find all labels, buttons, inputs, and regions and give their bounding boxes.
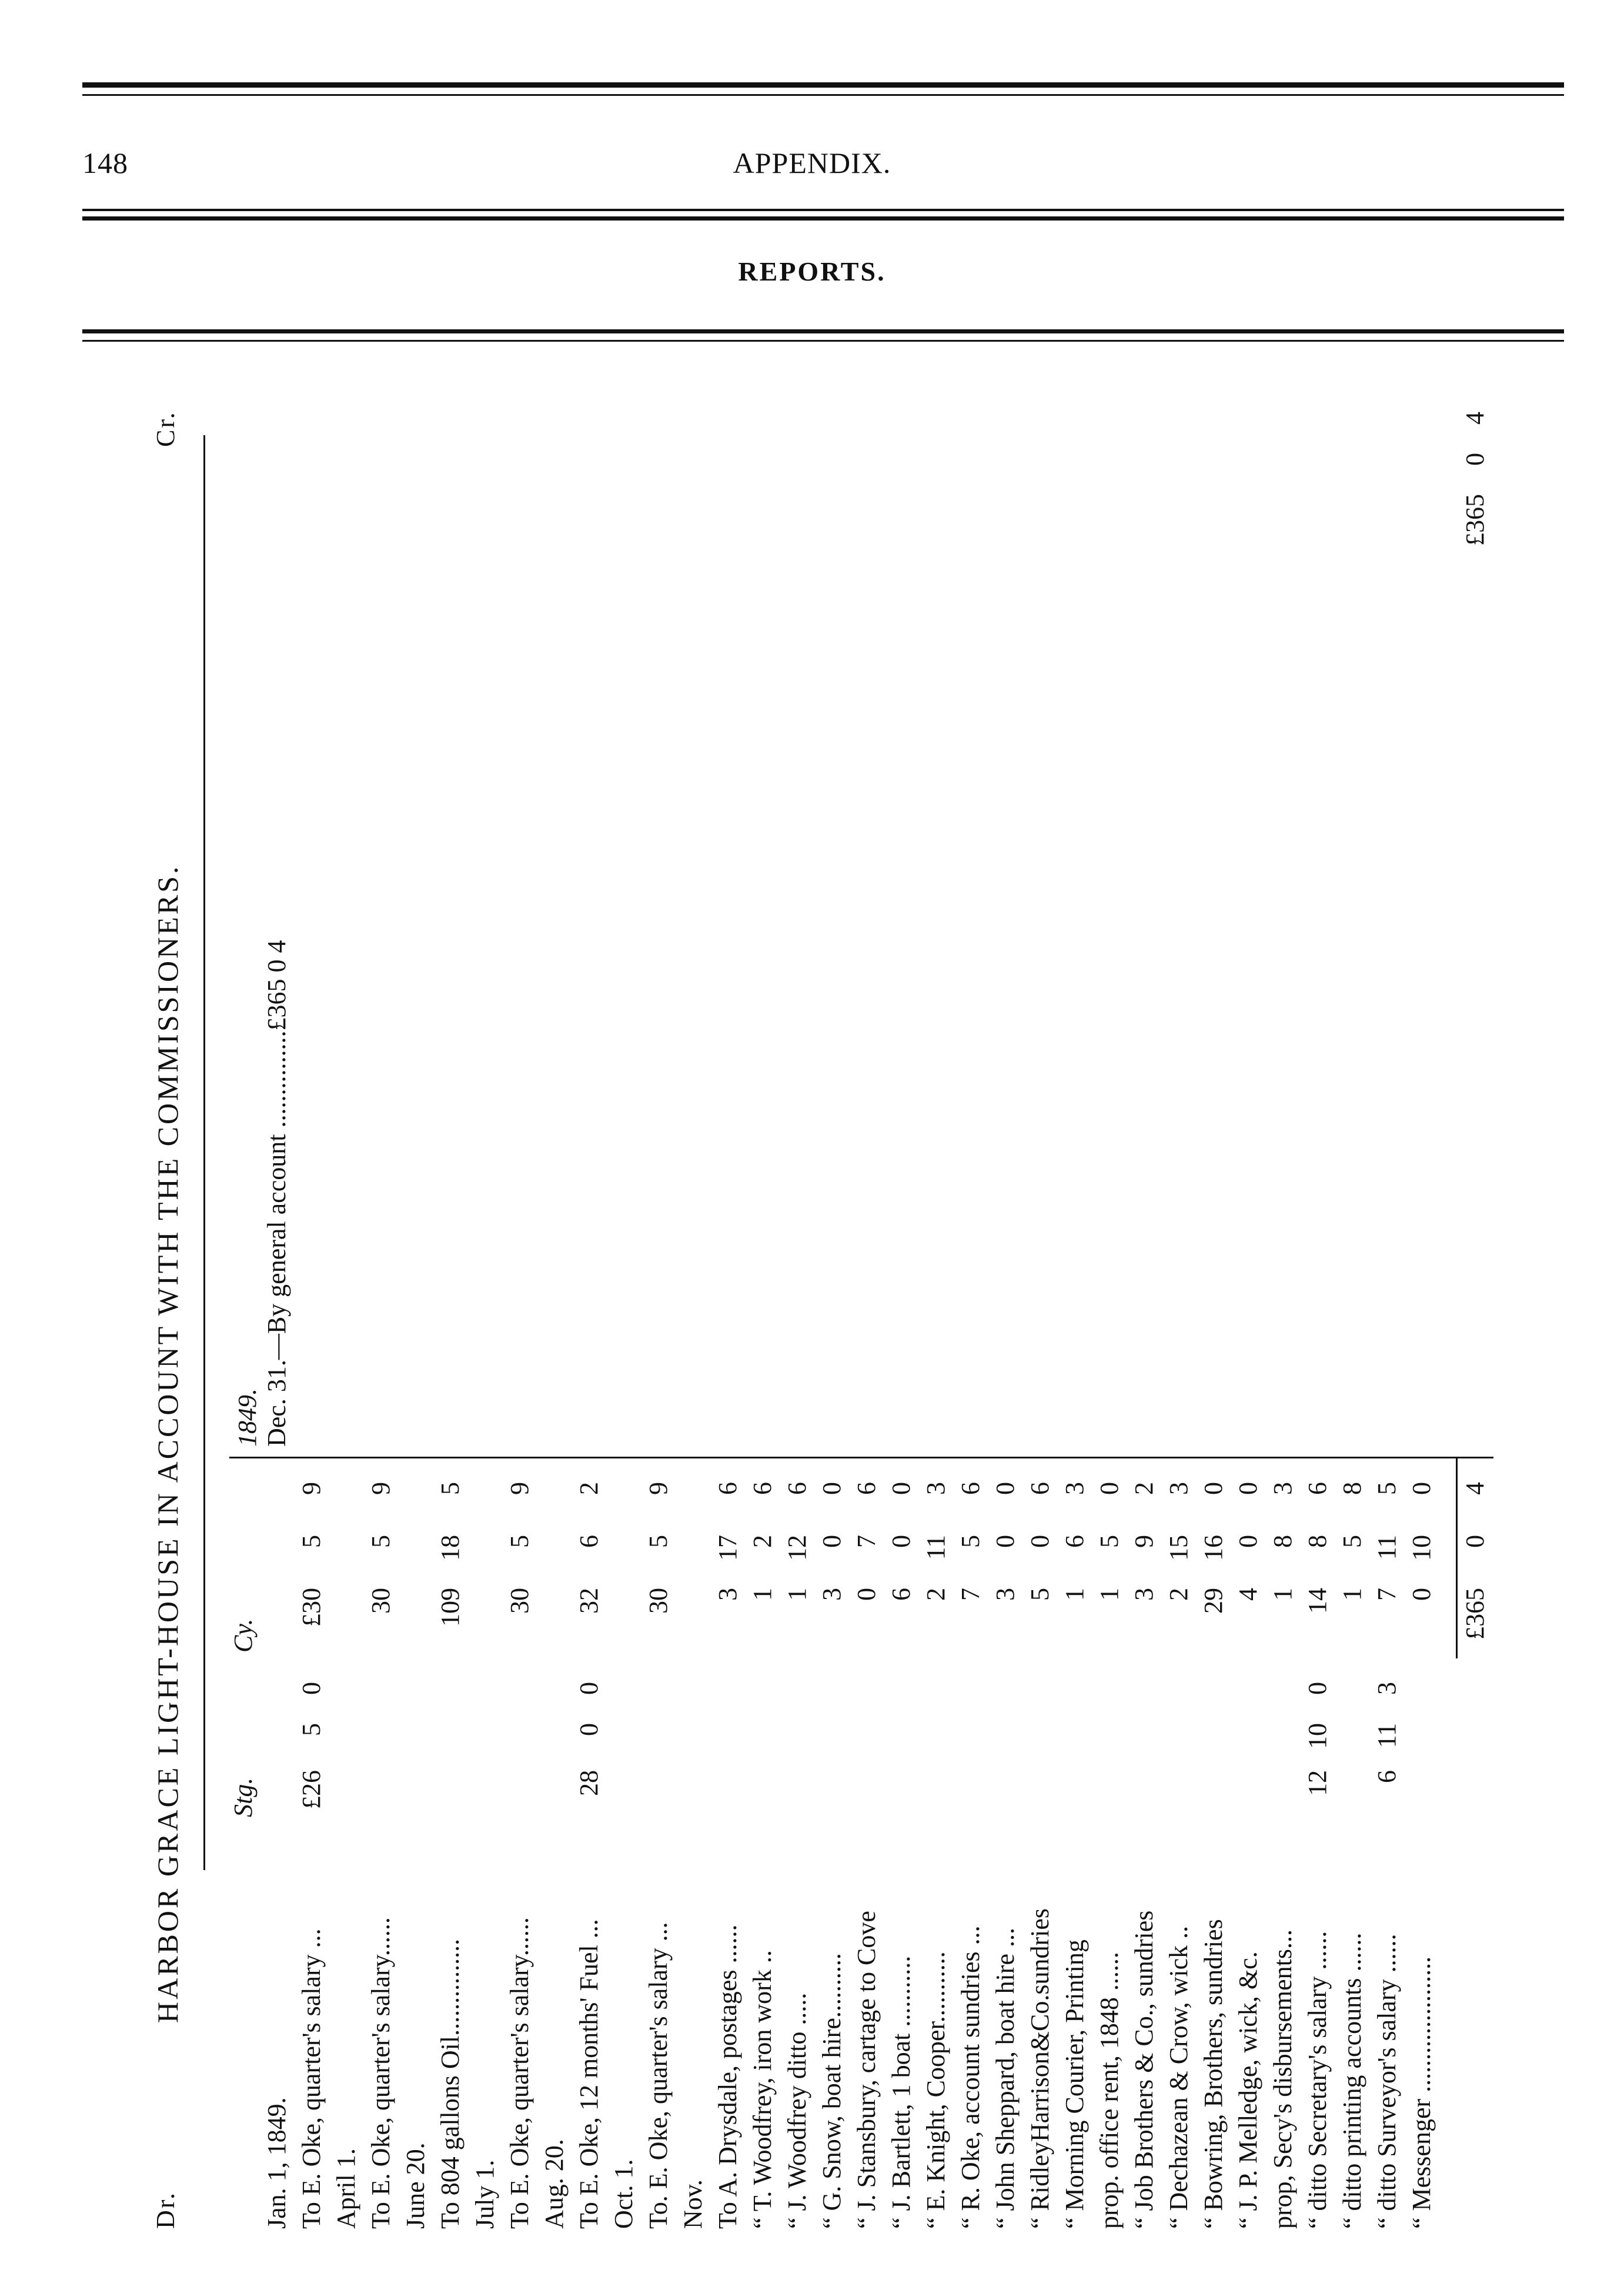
cy-amount: 0 xyxy=(991,1535,1020,1548)
entry-description: “ Morning Courier, Printing xyxy=(1060,1940,1089,2229)
entry-description: To A. Drysdale, postages ...... xyxy=(713,1924,742,2229)
cy-amount: 3 xyxy=(817,1588,846,1601)
cy-amount: 6 xyxy=(1060,1535,1089,1548)
cy-amount: 16 xyxy=(1199,1535,1228,1561)
entry-description: “ Bowring, Brothers, sundries xyxy=(1199,1919,1228,2229)
cy-amount: 5 xyxy=(1025,1588,1054,1601)
header-rule-upper xyxy=(82,209,1564,211)
cy-amount: 18 xyxy=(436,1535,465,1561)
cy-amount: 32 xyxy=(574,1588,603,1614)
stg-amount: £26 xyxy=(297,1770,326,1809)
entry-description: “ Job Brothers & Co., sundries xyxy=(1130,1910,1158,2229)
cy-amount: 5 xyxy=(505,1535,534,1548)
cy-amount: 7 xyxy=(1372,1588,1401,1601)
cy-amount: 2 xyxy=(574,1482,603,1495)
cy-amount: 0 xyxy=(887,1482,915,1495)
entry-description: To E. Oke, quarter's salary...... xyxy=(366,1917,395,2229)
entry-description: “ J. Stansbury, cartage to Cove xyxy=(852,1911,881,2229)
debit-total-shillings: 0 xyxy=(1461,1535,1489,1548)
cy-amount: 8 xyxy=(1303,1535,1332,1548)
cy-amount: 2 xyxy=(1130,1482,1158,1495)
cy-amount: 3 xyxy=(1268,1482,1297,1495)
stg-amount: 0 xyxy=(574,1682,603,1695)
cy-amount: 0 xyxy=(817,1535,846,1548)
entry-description: Aug. 20. xyxy=(540,2139,569,2229)
credit-year: 1849. xyxy=(233,1388,262,1447)
cy-amount: 9 xyxy=(297,1482,326,1495)
cy-amount: 0 xyxy=(1199,1482,1228,1495)
cy-amount: 5 xyxy=(436,1482,465,1495)
stg-amount: 10 xyxy=(1303,1723,1332,1749)
cy-amount: 0 xyxy=(1025,1535,1054,1548)
entry-description: Nov. xyxy=(679,2179,707,2229)
cy-amount: £30 xyxy=(297,1588,326,1627)
entry-description: To E. Oke, quarter's salary ... xyxy=(297,1928,326,2229)
cy-amount: 0 xyxy=(817,1482,846,1495)
entry-description: “ T. Woodfrey, iron work .. xyxy=(748,1950,777,2229)
stg-amount: 12 xyxy=(1303,1770,1332,1796)
cy-amount: 3 xyxy=(1060,1482,1089,1495)
section-rule-upper xyxy=(82,329,1564,333)
cy-amount: 30 xyxy=(505,1588,534,1614)
section-rule-lower xyxy=(82,340,1564,342)
cy-amount: 3 xyxy=(1164,1482,1193,1495)
cy-amount: 17 xyxy=(713,1535,742,1561)
stg-amount: 11 xyxy=(1372,1723,1401,1748)
cy-amount: 0 xyxy=(1234,1482,1262,1495)
entry-description: Oct. 1. xyxy=(609,2159,638,2229)
entry-description: “ G. Snow, boat hire.......... xyxy=(817,1953,846,2229)
cy-amount: 8 xyxy=(1338,1482,1366,1495)
entry-description: To. E. Oke, quarter's salary ... xyxy=(644,1922,673,2229)
cy-amount: 0 xyxy=(852,1588,881,1601)
entry-description: To E. Oke, quarter's salary...... xyxy=(505,1917,534,2229)
stg-amount: 0 xyxy=(1303,1682,1332,1695)
cy-amount: 10 xyxy=(1407,1535,1436,1561)
cy-amount: 30 xyxy=(366,1588,395,1614)
stg-amount: 6 xyxy=(1372,1770,1401,1783)
cy-amount: 3 xyxy=(1130,1588,1158,1601)
cy-amount: 0 xyxy=(1407,1482,1436,1495)
credit-entry: Dec. 31.—By general account ...............£365 0 4 xyxy=(262,940,291,1447)
entry-description: “ ditto Surveyor's salary ...... xyxy=(1372,1934,1401,2229)
cy-amount: 4 xyxy=(1234,1588,1262,1601)
entry-description: “ Dechazean & Crow, wick .. xyxy=(1164,1925,1193,2229)
cy-amount: 6 xyxy=(1025,1482,1054,1495)
cy-amount: 0 xyxy=(991,1482,1020,1495)
stg-amount: 28 xyxy=(574,1770,603,1796)
cy-amount: 12 xyxy=(783,1535,811,1561)
account-title: HARBOR GRACE LIGHT-HOUSE IN ACCOUNT WITH THE COMMISSIONERS. xyxy=(151,864,184,2023)
cy-amount: 1 xyxy=(783,1588,811,1601)
top-rule-thin xyxy=(82,94,1564,96)
cy-amount: 6 xyxy=(713,1482,742,1495)
section-heading: REPORTS. xyxy=(738,256,886,286)
cy-amount: 0 xyxy=(887,1535,915,1548)
cy-amount: 6 xyxy=(783,1482,811,1495)
cy-amount: 14 xyxy=(1303,1588,1332,1614)
entry-description: Jan. 1, 1849. xyxy=(262,2097,291,2229)
cy-amount: 109 xyxy=(436,1588,465,1627)
cy-amount: 0 xyxy=(1095,1482,1124,1495)
cy-amount: 29 xyxy=(1199,1588,1228,1614)
cy-amount: 2 xyxy=(921,1588,950,1601)
account-table xyxy=(147,365,1488,2246)
credit-label: Cr. xyxy=(151,410,180,447)
cy-amount: 1 xyxy=(748,1588,777,1601)
cy-amount: 5 xyxy=(956,1535,985,1548)
cy-amount: 6 xyxy=(852,1482,881,1495)
cy-amount: 1 xyxy=(1060,1588,1089,1601)
title-underline xyxy=(203,435,205,1870)
stg-amount: 3 xyxy=(1372,1682,1401,1695)
entry-description: “ J. Woodfrey ditto ..... xyxy=(783,1992,811,2229)
entry-description: To 804 gallons Oil............... xyxy=(436,1938,465,2229)
entry-description: To E. Oke, 12 months' Fuel ... xyxy=(574,1919,603,2229)
entry-description: April 1. xyxy=(332,2148,360,2229)
entry-description: “ E. Knight, Cooper........... xyxy=(921,1951,950,2229)
top-rule-thick xyxy=(82,82,1564,88)
debit-total-pence: 4 xyxy=(1461,1482,1489,1495)
header-rule-lower xyxy=(82,216,1564,221)
cy-amount: 5 xyxy=(644,1535,673,1548)
entry-description: July 1. xyxy=(470,2159,499,2229)
stg-amount: 0 xyxy=(297,1682,326,1695)
cy-amount: 6 xyxy=(748,1482,777,1495)
cy-amount: 3 xyxy=(921,1482,950,1495)
cy-amount: 9 xyxy=(505,1482,534,1495)
cy-amount: 5 xyxy=(297,1535,326,1548)
stg-amount: 0 xyxy=(574,1723,603,1736)
cy-amount: 6 xyxy=(574,1535,603,1548)
stg-amount: 5 xyxy=(297,1723,326,1736)
cy-amount: 3 xyxy=(991,1588,1020,1601)
cy-amount: 9 xyxy=(1130,1535,1158,1548)
entry-description: prop. office rent, 1848 ...... xyxy=(1095,1952,1124,2229)
cy-amount: 9 xyxy=(366,1482,395,1495)
credit-total-shillings: 0 xyxy=(1461,453,1489,466)
cy-amount: 5 xyxy=(366,1535,395,1548)
entry-description: “ J. Bartlett, 1 boat ........... xyxy=(887,1955,915,2229)
cy-amount: 2 xyxy=(748,1535,777,1548)
entry-description: “ RidleyHarrison&Co.sundries xyxy=(1025,1908,1054,2229)
debit-total-pounds: £365 xyxy=(1461,1588,1489,1640)
cy-amount: 0 xyxy=(1407,1588,1436,1601)
page-number: 148 xyxy=(82,146,128,179)
cy-amount: 30 xyxy=(644,1588,673,1614)
cy-amount: 9 xyxy=(644,1482,673,1495)
cy-amount: 1 xyxy=(1338,1588,1366,1601)
entry-description: June 20. xyxy=(401,2142,430,2229)
cy-amount: 5 xyxy=(1338,1535,1366,1548)
entry-description: “ ditto Secretary's salary ...... xyxy=(1303,1931,1332,2229)
column-divider xyxy=(229,1457,1493,1458)
credit-total-pence: 4 xyxy=(1461,412,1489,425)
cy-amount: 8 xyxy=(1268,1535,1297,1548)
cy-column-header: Cy. xyxy=(229,1618,258,1653)
credit-total-pounds: £365 xyxy=(1461,494,1489,546)
cy-amount: 11 xyxy=(921,1535,950,1560)
cy-amount: 1 xyxy=(1095,1588,1124,1601)
cy-amount: 11 xyxy=(1372,1535,1401,1560)
cy-amount: 3 xyxy=(713,1588,742,1601)
cy-amount: 1 xyxy=(1268,1588,1297,1601)
cy-amount: 6 xyxy=(1303,1482,1332,1495)
entry-description: “ J. P. Melledge, wick, &c. xyxy=(1234,1951,1262,2229)
cy-amount: 15 xyxy=(1164,1535,1193,1561)
stg-column-header: Stg. xyxy=(229,1777,258,1817)
cy-amount: 5 xyxy=(1095,1535,1124,1548)
entry-description: “ R. Oke, account sundries ... xyxy=(956,1925,985,2229)
cy-amount: 7 xyxy=(956,1588,985,1601)
cy-amount: 7 xyxy=(852,1535,881,1548)
cy-amount: 2 xyxy=(1164,1588,1193,1601)
cy-amount: 0 xyxy=(1234,1535,1262,1548)
cy-amount: 5 xyxy=(1372,1482,1401,1495)
debit-label: Dr. xyxy=(151,2191,180,2229)
entry-description: prop, Secy's disbursements... xyxy=(1268,1930,1297,2229)
entry-description: “ Messenger ..................... xyxy=(1407,1956,1436,2229)
entry-description: “ ditto printing accounts ...... xyxy=(1338,1932,1366,2229)
cy-amount: 6 xyxy=(956,1482,985,1495)
cy-amount: 6 xyxy=(887,1588,915,1601)
running-head: APPENDIX. xyxy=(733,146,891,179)
entry-description: “ John Sheppard, boat hire ... xyxy=(991,1928,1020,2229)
